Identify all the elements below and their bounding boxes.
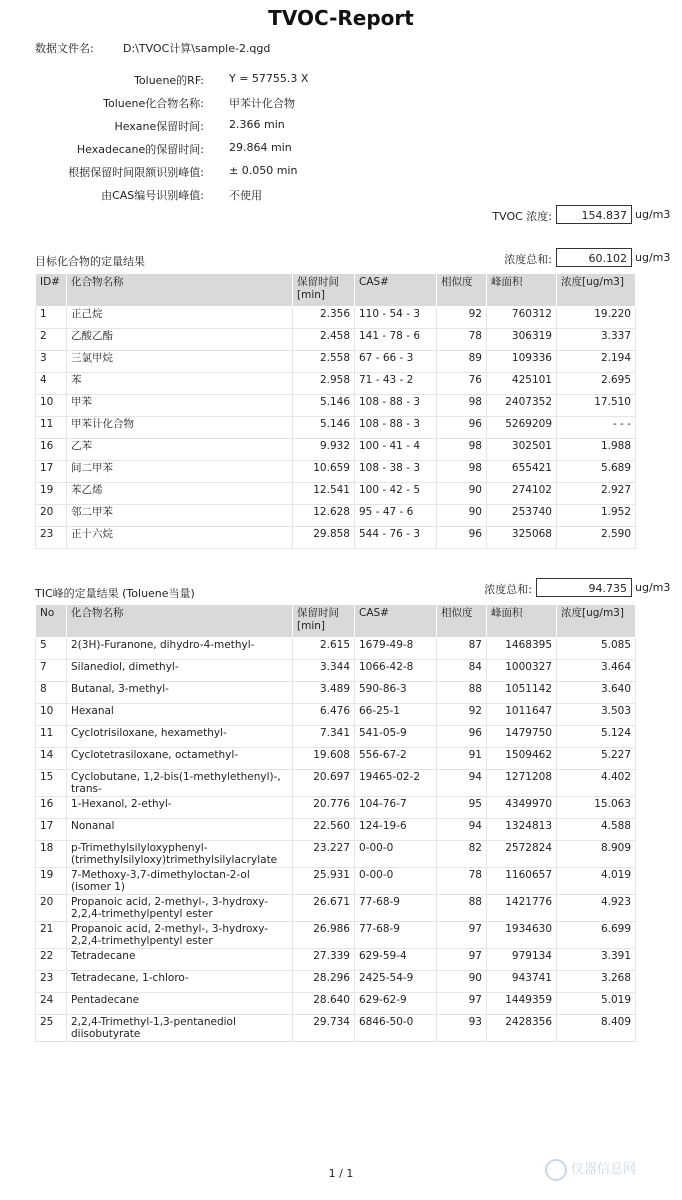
- param-row: [0, 187, 682, 203]
- table-cell: 6846-50-0: [355, 1015, 437, 1042]
- table-cell: 98: [437, 395, 487, 417]
- table-cell: 95: [437, 797, 487, 819]
- table-cell: 2.458: [293, 329, 355, 351]
- table-cell: 92: [437, 307, 487, 329]
- param-row: [0, 141, 682, 157]
- watermark-text: 仪器信息网: [571, 1162, 637, 1177]
- table-row: [36, 527, 636, 549]
- column-header: 相似度: [437, 605, 487, 638]
- table-cell: 4.402: [557, 770, 636, 797]
- target-total-value: 60.102: [556, 248, 632, 267]
- table-cell: 1449359: [487, 993, 557, 1015]
- column-header: 保留时间 [min]: [293, 274, 355, 307]
- table-cell: 253740: [487, 505, 557, 527]
- table-cell: 5269209: [487, 417, 557, 439]
- table-cell: Nonanal: [67, 819, 293, 841]
- table-cell: 0-00-0: [355, 841, 437, 868]
- table-cell: 4349970: [487, 797, 557, 819]
- target-total-line: [0, 248, 682, 268]
- param-row: [0, 118, 682, 134]
- table-cell: 17: [36, 819, 67, 841]
- table-cell: 66-25-1: [355, 704, 437, 726]
- table-row: [36, 949, 636, 971]
- table-cell: 2(3H)-Furanone, dihydro-4-methyl-: [67, 638, 293, 660]
- table-cell: 8.409: [557, 1015, 636, 1042]
- tvoc-unit: ug/m3: [635, 208, 671, 221]
- table-row: [36, 505, 636, 527]
- table-cell: Cyclotrisiloxane, hexamethyl-: [67, 726, 293, 748]
- table-cell: 22.560: [293, 819, 355, 841]
- table-cell: 23: [36, 971, 67, 993]
- table-cell: 76: [437, 373, 487, 395]
- table-cell: 93: [437, 1015, 487, 1042]
- table-cell: 23: [36, 527, 67, 549]
- table-cell: 979134: [487, 949, 557, 971]
- table-cell: 4: [36, 373, 67, 395]
- table-cell: Hexanal: [67, 704, 293, 726]
- param-label: Hexadecane的保留时间:: [76, 143, 204, 156]
- table-cell: 306319: [487, 329, 557, 351]
- table-cell: 0-00-0: [355, 868, 437, 895]
- table-cell: 7: [36, 660, 67, 682]
- table-cell: 5.689: [557, 461, 636, 483]
- table-cell: 19465-02-2: [355, 770, 437, 797]
- table-cell: 1066-42-8: [355, 660, 437, 682]
- table-cell: 425101: [487, 373, 557, 395]
- table-cell: 4.923: [557, 895, 636, 922]
- table-cell: 6.476: [293, 704, 355, 726]
- table-cell: 108 - 88 - 3: [355, 417, 437, 439]
- table-cell: 4.019: [557, 868, 636, 895]
- column-header: 峰面积: [487, 274, 557, 307]
- table-cell: 10: [36, 704, 67, 726]
- table-cell: 78: [437, 868, 487, 895]
- table-row: [36, 660, 636, 682]
- file-path: D:\TVOC计算\sample-2.qgd: [123, 42, 271, 55]
- tic-total-unit: ug/m3: [635, 581, 671, 594]
- table-cell: 28.640: [293, 993, 355, 1015]
- file-info: [35, 40, 271, 56]
- target-table: [35, 273, 636, 549]
- table-cell: 27.339: [293, 949, 355, 971]
- table-cell: 23.227: [293, 841, 355, 868]
- param-label: Toluene的RF:: [134, 74, 204, 87]
- table-cell: 590-86-3: [355, 682, 437, 704]
- param-value: 2.366 min: [229, 118, 285, 131]
- table-cell: 2.590: [557, 527, 636, 549]
- table-cell: 3.503: [557, 704, 636, 726]
- table-cell: 94: [437, 819, 487, 841]
- column-header: CAS#: [355, 274, 437, 307]
- table-cell: 16: [36, 439, 67, 461]
- table-cell: 97: [437, 922, 487, 949]
- table-cell: 629-62-9: [355, 993, 437, 1015]
- column-header: CAS#: [355, 605, 437, 638]
- table-row: [36, 439, 636, 461]
- table-cell: 28.296: [293, 971, 355, 993]
- table-cell: 甲苯: [67, 395, 293, 417]
- table-cell: 124-19-6: [355, 819, 437, 841]
- table-cell: 2407352: [487, 395, 557, 417]
- table-cell: 97: [437, 993, 487, 1015]
- param-row: [0, 164, 682, 180]
- table-cell: 84: [437, 660, 487, 682]
- table-cell: 2: [36, 329, 67, 351]
- table-cell: 5: [36, 638, 67, 660]
- table-cell: 96: [437, 417, 487, 439]
- table-cell: 19: [36, 868, 67, 895]
- param-row: [0, 95, 682, 111]
- table-cell: 943741: [487, 971, 557, 993]
- table-cell: 90: [437, 505, 487, 527]
- param-value: 29.864 min: [229, 141, 292, 154]
- table-cell: 5.124: [557, 726, 636, 748]
- table-cell: 1-Hexanol, 2-ethyl-: [67, 797, 293, 819]
- table-row: [36, 373, 636, 395]
- tic-table: [35, 604, 636, 1042]
- table-cell: Propanoic acid, 2-methyl-, 3-hydroxy-2,2,4-trimethylpentyl ester: [67, 922, 293, 949]
- table-cell: 110 - 54 - 3: [355, 307, 437, 329]
- table-cell: 77-68-9: [355, 922, 437, 949]
- table-cell: 77-68-9: [355, 895, 437, 922]
- table-cell: 正己烷: [67, 307, 293, 329]
- table-cell: 78: [437, 329, 487, 351]
- table-cell: 541-05-9: [355, 726, 437, 748]
- table-cell: 苯乙烯: [67, 483, 293, 505]
- table-row: [36, 819, 636, 841]
- column-header: ID#: [36, 274, 67, 307]
- table-cell: 108 - 38 - 3: [355, 461, 437, 483]
- table-cell: 乙苯: [67, 439, 293, 461]
- table-cell: 10: [36, 395, 67, 417]
- param-label: Toluene化合物名称:: [103, 97, 204, 110]
- table-cell: 3.489: [293, 682, 355, 704]
- table-cell: 19.220: [557, 307, 636, 329]
- table-cell: 24: [36, 993, 67, 1015]
- table-cell: 9.932: [293, 439, 355, 461]
- table-cell: Butanal, 3-methyl-: [67, 682, 293, 704]
- table-cell: 1271208: [487, 770, 557, 797]
- table-cell: 16: [36, 797, 67, 819]
- table-row: [36, 461, 636, 483]
- table-cell: 乙酸乙酯: [67, 329, 293, 351]
- watermark-icon: [545, 1159, 567, 1181]
- table-cell: 3.640: [557, 682, 636, 704]
- table-cell: 3.344: [293, 660, 355, 682]
- table-cell: 29.734: [293, 1015, 355, 1042]
- table-row: [36, 797, 636, 819]
- table-cell: 100 - 41 - 4: [355, 439, 437, 461]
- table-cell: 655421: [487, 461, 557, 483]
- table-cell: 15.063: [557, 797, 636, 819]
- table-cell: 2,2,4-Trimethyl-1,3-pentanediol diisobutyrate: [67, 1015, 293, 1042]
- table-row: [36, 638, 636, 660]
- table-cell: 3.464: [557, 660, 636, 682]
- column-header: 峰面积: [487, 605, 557, 638]
- column-header: 保留时间 [min]: [293, 605, 355, 638]
- table-cell: 6.699: [557, 922, 636, 949]
- table-cell: 3.268: [557, 971, 636, 993]
- table-cell: 1011647: [487, 704, 557, 726]
- target-section-title: 目标化合物的定量结果: [35, 255, 145, 268]
- table-cell: 1000327: [487, 660, 557, 682]
- table-cell: 325068: [487, 527, 557, 549]
- table-cell: 556-67-2: [355, 748, 437, 770]
- tvoc-label: TVOC 浓度:: [492, 210, 552, 223]
- table-cell: Tetradecane: [67, 949, 293, 971]
- table-cell: 2.356: [293, 307, 355, 329]
- table-cell: 88: [437, 895, 487, 922]
- table-cell: 97: [437, 949, 487, 971]
- column-header: 化合物名称: [67, 274, 293, 307]
- table-cell: 100 - 42 - 5: [355, 483, 437, 505]
- param-row: [0, 72, 682, 88]
- table-cell: 26.986: [293, 922, 355, 949]
- table-cell: 760312: [487, 307, 557, 329]
- table-cell: 17: [36, 461, 67, 483]
- column-header: 相似度: [437, 274, 487, 307]
- table-cell: Propanoic acid, 2-methyl-, 3-hydroxy-2,2,4-trimethylpentyl ester: [67, 895, 293, 922]
- table-cell: 90: [437, 971, 487, 993]
- table-cell: 18: [36, 841, 67, 868]
- param-label: 由CAS编号识别峰值:: [101, 189, 204, 202]
- table-cell: 91: [437, 748, 487, 770]
- table-cell: 25: [36, 1015, 67, 1042]
- table-cell: 17.510: [557, 395, 636, 417]
- target-total-unit: ug/m3: [635, 251, 671, 264]
- report-title: TVOC-Report: [268, 6, 414, 30]
- column-header: 浓度[ug/m3]: [557, 605, 636, 638]
- table-cell: 1160657: [487, 868, 557, 895]
- table-cell: 21: [36, 922, 67, 949]
- tic-section-title: TIC峰的定量结果 (Toluene当量): [35, 587, 195, 600]
- table-cell: 98: [437, 439, 487, 461]
- table-cell: 1.952: [557, 505, 636, 527]
- table-row: [36, 993, 636, 1015]
- table-cell: 22: [36, 949, 67, 971]
- table-cell: 2.695: [557, 373, 636, 395]
- table-cell: 1051142: [487, 682, 557, 704]
- table-cell: 1509462: [487, 748, 557, 770]
- table-cell: 15: [36, 770, 67, 797]
- table-cell: 8.909: [557, 841, 636, 868]
- table-row: [36, 351, 636, 373]
- table-cell: 11: [36, 726, 67, 748]
- tvoc-line: [0, 205, 682, 225]
- param-value: 不使用: [229, 189, 262, 202]
- target-total-label: 浓度总和:: [504, 253, 552, 266]
- param-value: 甲苯计化合物: [229, 97, 295, 110]
- table-cell: 3.337: [557, 329, 636, 351]
- table-cell: 4.588: [557, 819, 636, 841]
- table-cell: 20.776: [293, 797, 355, 819]
- table-row: [36, 483, 636, 505]
- table-cell: 11: [36, 417, 67, 439]
- table-cell: 5.146: [293, 417, 355, 439]
- table-row: [36, 748, 636, 770]
- table-cell: 2572824: [487, 841, 557, 868]
- table-cell: 90: [437, 483, 487, 505]
- table-cell: 正十六烷: [67, 527, 293, 549]
- table-cell: - - -: [557, 417, 636, 439]
- table-cell: Cyclobutane, 1,2-bis(1-methylethenyl)-, trans-: [67, 770, 293, 797]
- table-row: [36, 1015, 636, 1042]
- table-cell: 20.697: [293, 770, 355, 797]
- param-value: ± 0.050 min: [229, 164, 298, 177]
- table-cell: 96: [437, 726, 487, 748]
- table-cell: 5.146: [293, 395, 355, 417]
- table-cell: 2425-54-9: [355, 971, 437, 993]
- page-number: 1 / 1: [328, 1167, 354, 1180]
- table-row: [36, 704, 636, 726]
- table-cell: 1.988: [557, 439, 636, 461]
- table-cell: 5.085: [557, 638, 636, 660]
- table-cell: 67 - 66 - 3: [355, 351, 437, 373]
- tic-total-line: [0, 578, 682, 598]
- table-cell: 2.958: [293, 373, 355, 395]
- column-header: No: [36, 605, 67, 638]
- table-cell: 20: [36, 895, 67, 922]
- table-cell: Cyclotetrasiloxane, octamethyl-: [67, 748, 293, 770]
- param-label: Hexane保留时间:: [114, 120, 204, 133]
- table-row: [36, 841, 636, 868]
- table-cell: 95 - 47 - 6: [355, 505, 437, 527]
- table-cell: 14: [36, 748, 67, 770]
- table-cell: 2.927: [557, 483, 636, 505]
- table-row: [36, 895, 636, 922]
- table-row: [36, 682, 636, 704]
- table-cell: 2.194: [557, 351, 636, 373]
- table-cell: Silanediol, dimethyl-: [67, 660, 293, 682]
- table-row: [36, 726, 636, 748]
- table-cell: 89: [437, 351, 487, 373]
- table-cell: 1479750: [487, 726, 557, 748]
- tic-total-label: 浓度总和:: [484, 583, 532, 596]
- table-header-row: [36, 605, 636, 638]
- table-row: [36, 307, 636, 329]
- table-cell: 544 - 76 - 3: [355, 527, 437, 549]
- table-cell: 274102: [487, 483, 557, 505]
- table-cell: 1324813: [487, 819, 557, 841]
- table-cell: 302501: [487, 439, 557, 461]
- table-cell: 109336: [487, 351, 557, 373]
- table-cell: 25.931: [293, 868, 355, 895]
- table-cell: 12.628: [293, 505, 355, 527]
- table-cell: 1468395: [487, 638, 557, 660]
- table-cell: 29.858: [293, 527, 355, 549]
- table-cell: 邻二甲苯: [67, 505, 293, 527]
- table-cell: 82: [437, 841, 487, 868]
- table-row: [36, 770, 636, 797]
- table-cell: 12.541: [293, 483, 355, 505]
- column-header: 化合物名称: [67, 605, 293, 638]
- table-header-row: [36, 274, 636, 307]
- table-cell: 71 - 43 - 2: [355, 373, 437, 395]
- table-cell: 94: [437, 770, 487, 797]
- table-cell: 5.227: [557, 748, 636, 770]
- table-cell: 3: [36, 351, 67, 373]
- table-cell: 141 - 78 - 6: [355, 329, 437, 351]
- table-cell: 10.659: [293, 461, 355, 483]
- table-row: [36, 395, 636, 417]
- watermark-logo: [545, 1158, 636, 1181]
- table-cell: 间二甲苯: [67, 461, 293, 483]
- table-cell: Tetradecane, 1-chloro-: [67, 971, 293, 993]
- column-header: 浓度[ug/m3]: [557, 274, 636, 307]
- table-row: [36, 971, 636, 993]
- param-value: Y = 57755.3 X: [229, 72, 309, 85]
- table-cell: 8: [36, 682, 67, 704]
- table-cell: 5.019: [557, 993, 636, 1015]
- table-cell: Pentadecane: [67, 993, 293, 1015]
- table-row: [36, 329, 636, 351]
- table-row: [36, 922, 636, 949]
- table-cell: 104-76-7: [355, 797, 437, 819]
- table-cell: 2.615: [293, 638, 355, 660]
- table-row: [36, 417, 636, 439]
- table-cell: 甲苯计化合物: [67, 417, 293, 439]
- table-cell: 1934630: [487, 922, 557, 949]
- table-cell: 苯: [67, 373, 293, 395]
- table-cell: 1421776: [487, 895, 557, 922]
- tvoc-value: 154.837: [556, 205, 632, 224]
- table-cell: 98: [437, 461, 487, 483]
- table-cell: 20: [36, 505, 67, 527]
- table-cell: 三氯甲烷: [67, 351, 293, 373]
- param-label: 根据保留时间限额识别峰值:: [68, 166, 204, 179]
- table-cell: 87: [437, 638, 487, 660]
- table-cell: 1679-49-8: [355, 638, 437, 660]
- table-cell: 1: [36, 307, 67, 329]
- table-cell: 3.391: [557, 949, 636, 971]
- table-cell: 108 - 88 - 3: [355, 395, 437, 417]
- table-cell: 2428356: [487, 1015, 557, 1042]
- table-cell: p-Trimethylsilyloxyphenyl-(trimethylsilyloxy)trimethylsilylacrylate: [67, 841, 293, 868]
- table-cell: 19.608: [293, 748, 355, 770]
- table-cell: 96: [437, 527, 487, 549]
- table-cell: 88: [437, 682, 487, 704]
- file-label: 数据文件名:: [35, 42, 94, 55]
- table-cell: 7.341: [293, 726, 355, 748]
- table-cell: 7-Methoxy-3,7-dimethyloctan-2-ol (isomer 1): [67, 868, 293, 895]
- table-cell: 2.558: [293, 351, 355, 373]
- table-cell: 19: [36, 483, 67, 505]
- table-row: [36, 868, 636, 895]
- table-cell: 26.671: [293, 895, 355, 922]
- tic-total-value: 94.735: [536, 578, 632, 597]
- table-cell: 92: [437, 704, 487, 726]
- table-cell: 629-59-4: [355, 949, 437, 971]
